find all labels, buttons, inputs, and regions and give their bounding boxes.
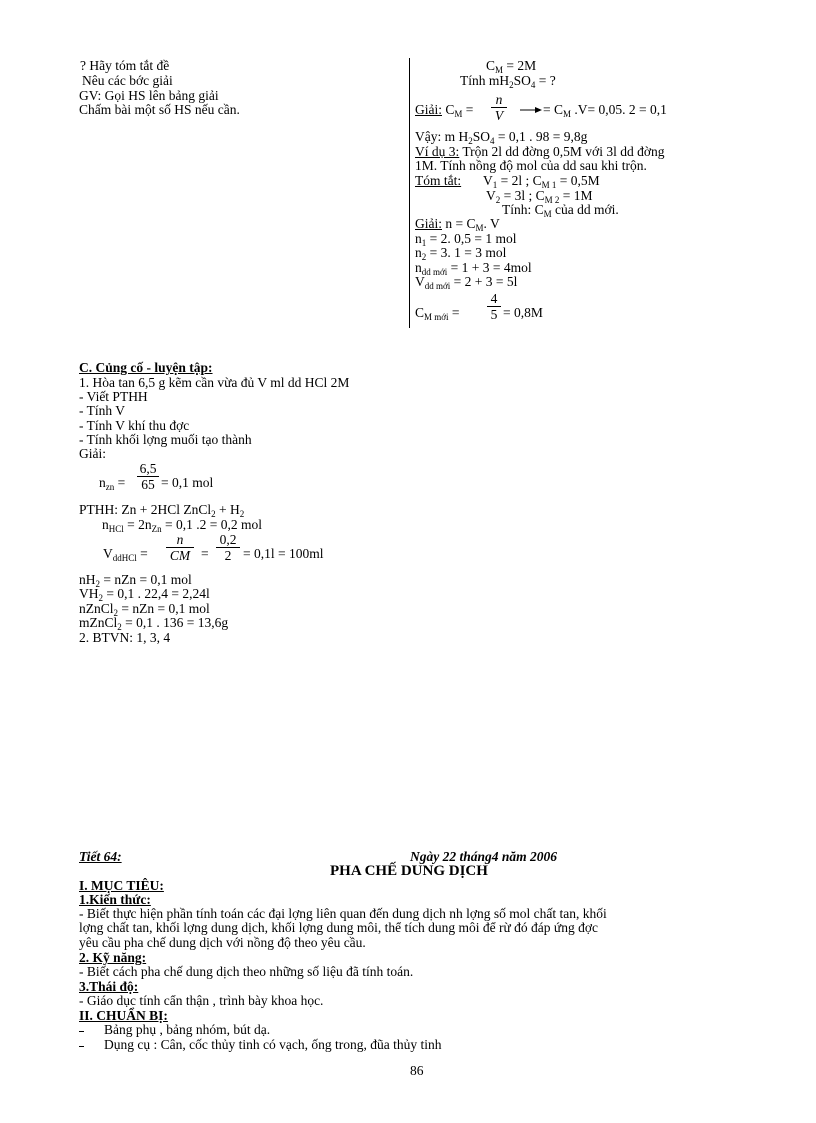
n-zn-result: = 0,1 mol	[161, 475, 214, 490]
v-moi-line: $V_{dd mới} = 2 + 3 = 5l$	[415, 274, 518, 291]
cm-given: $C_M = 2M$	[486, 58, 537, 75]
kien-thuc-heading: 1.Kiến thức:	[79, 892, 151, 907]
mzncl2-line: mZnCl$_2$ = 0,1 . 136 = 13,6g	[79, 615, 229, 632]
left-line-1: ? Hãy tóm tắt đề	[80, 58, 170, 73]
left-line-2: Nêu các bớc giải	[82, 73, 173, 88]
vh2-line: $VH_2 = 0,1$ . 22,4 = 2,24l	[79, 586, 210, 603]
n-hcl: $n_{HCl} = 2n_{Zn} = 0,1$ .2 = 0,2 mol	[102, 517, 262, 534]
left-line-4: Chấm bài một số HS nếu cần.	[79, 102, 240, 117]
left-line-3: GV: Gọi HS lên bảng giải	[79, 88, 219, 103]
fraction-4-over-5: $\frac{4}{5}$	[487, 291, 501, 323]
kien-thuc-line-2: lợng chất tan, khối lợng dung dịch, khối lợng dung môi, thể tích dung môi để rừ đó đáp ứng đợc	[79, 920, 598, 935]
tom-tat-2: $V_2 = 3l$ ; $C_{M 2} = 1M$	[486, 188, 593, 205]
section-c-heading: C. Củng cố - luyện tập:	[79, 360, 213, 375]
chuan-bi-heading: II. CHUẨN BỊ:	[79, 1008, 168, 1023]
question-1: 1. Hòa tan 6,5 g kẽm cần vừa đủ V ml dd HCl 2M	[79, 375, 350, 390]
pthh: PTHH: Zn + 2HCl ZnCl$_2$ + $H_2$	[79, 502, 245, 519]
thai-do-line-1: - Giáo dục tính cẩn thận , trình bày khoa học.	[79, 993, 324, 1008]
ky-nang-heading: 2. Kỹ năng:	[79, 950, 147, 965]
task-2: - Tính V	[79, 403, 126, 418]
chuan-bi-item-2: Dụng cụ : Cân, cốc thủy tinh có vạch, ống trong, đũa thủy tinh	[104, 1037, 442, 1052]
n1-line: $n_1 = 2$. 0,5 = 1 mol	[415, 231, 517, 248]
tom-tat-3: Tính: $C_M$ của dd mới.	[502, 202, 619, 219]
giai-1: Giải: $C_M$ =	[415, 102, 474, 119]
giai-label: Giải:	[79, 446, 106, 461]
fraction-n-over-cm: $\frac{n}{CM}$	[166, 532, 194, 564]
nzncl2-line: nZnCl$_2$ = nZn = 0,1 mol	[79, 601, 210, 618]
giai-2: Giải: $n = C_M$. V	[415, 216, 500, 233]
btvn-line: 2. BTVN: 1, 3, 4	[79, 630, 171, 645]
kien-thuc-line-3: yêu cầu pha chế dung dịch với nồng độ theo yêu cầu.	[79, 935, 366, 950]
thai-do-heading: 3.Thái độ:	[79, 979, 139, 994]
chuan-bi-item-1: Bảng phụ , bảng nhóm, bút dạ.	[104, 1022, 271, 1037]
n-zn: $n_{zn}$ =	[99, 475, 126, 492]
fraction-n-over-v: $\frac{n}{V}$	[491, 92, 507, 124]
example-3-cont: 1M. Tính nồng độ mol của dd sau khi trộn.	[415, 158, 647, 173]
example-3: Ví dụ 3: Trộn 2l dd đờng 0,5M với 3l dd đờng	[415, 144, 665, 159]
c-moi-result: = 0,8M	[503, 305, 543, 320]
arrow-icon	[520, 104, 542, 116]
equals-sign: =	[201, 546, 209, 561]
bullet-dash	[79, 1031, 84, 1032]
nh2-line: $nH_2$ = nZn = 0,1 mol	[79, 572, 192, 589]
tinh-mh2so4: Tính $mH_2SO_4$ = ?	[460, 73, 556, 90]
muc-tieu-heading: I. MỤC TIÊU:	[79, 878, 164, 893]
bullet-dash	[79, 1046, 84, 1047]
n2-line: $n_2 = 3$. 1 = 3 mol	[415, 245, 507, 262]
ky-nang-line-1: - Biết cách pha chế dung dịch theo những số liệu đã tính toán.	[79, 964, 414, 979]
v-dd-result: = 0,1l = 100ml	[243, 546, 324, 561]
n-moi-line: $n_{dd mới} = 1 + 3 = 4mol$	[415, 260, 532, 277]
task-1: - Viết PTHH	[79, 389, 148, 404]
v-dd-hcl: $V_{ddHCl}$ =	[103, 546, 148, 563]
task-3: - Tính V khí thu đợc	[79, 418, 190, 433]
giai-1-rest: = $C_M$ .V= 0,05. 2 = 0,1	[543, 102, 667, 119]
vay-result: Vậy: m $H_2SO_4 = 0,1$ . 98 = 9,8g	[415, 129, 588, 146]
tom-tat-1-val: $V_1 = 2l$ ; $C_{M 1} = 0,5M$	[483, 173, 600, 190]
kien-thuc-line-1: - Biết thực hiện phần tính toán các đại lợng liên quan đến dung dịch nh lợng số mol chất tan, khối	[79, 906, 607, 921]
lesson-date: Ngày 22 tháng4 năm 2006	[410, 849, 558, 864]
column-divider	[409, 58, 410, 328]
c-moi-line: $C_{M mới}$ =	[415, 305, 460, 322]
fraction-0-2-over-2: $\frac{0,2}{2}$	[216, 532, 240, 564]
tiet-label: Tiết 64:	[79, 849, 122, 864]
tom-tat-1: Tóm tắt:	[415, 173, 462, 188]
fraction-6-5-over-65: $\frac{6,5}{65}$	[137, 461, 159, 493]
lesson-title: PHA CHẾ DUNG DỊCH	[330, 863, 488, 879]
page-number: 86	[410, 1063, 424, 1078]
task-4: - Tính khối lợng muối tạo thành	[79, 432, 252, 447]
